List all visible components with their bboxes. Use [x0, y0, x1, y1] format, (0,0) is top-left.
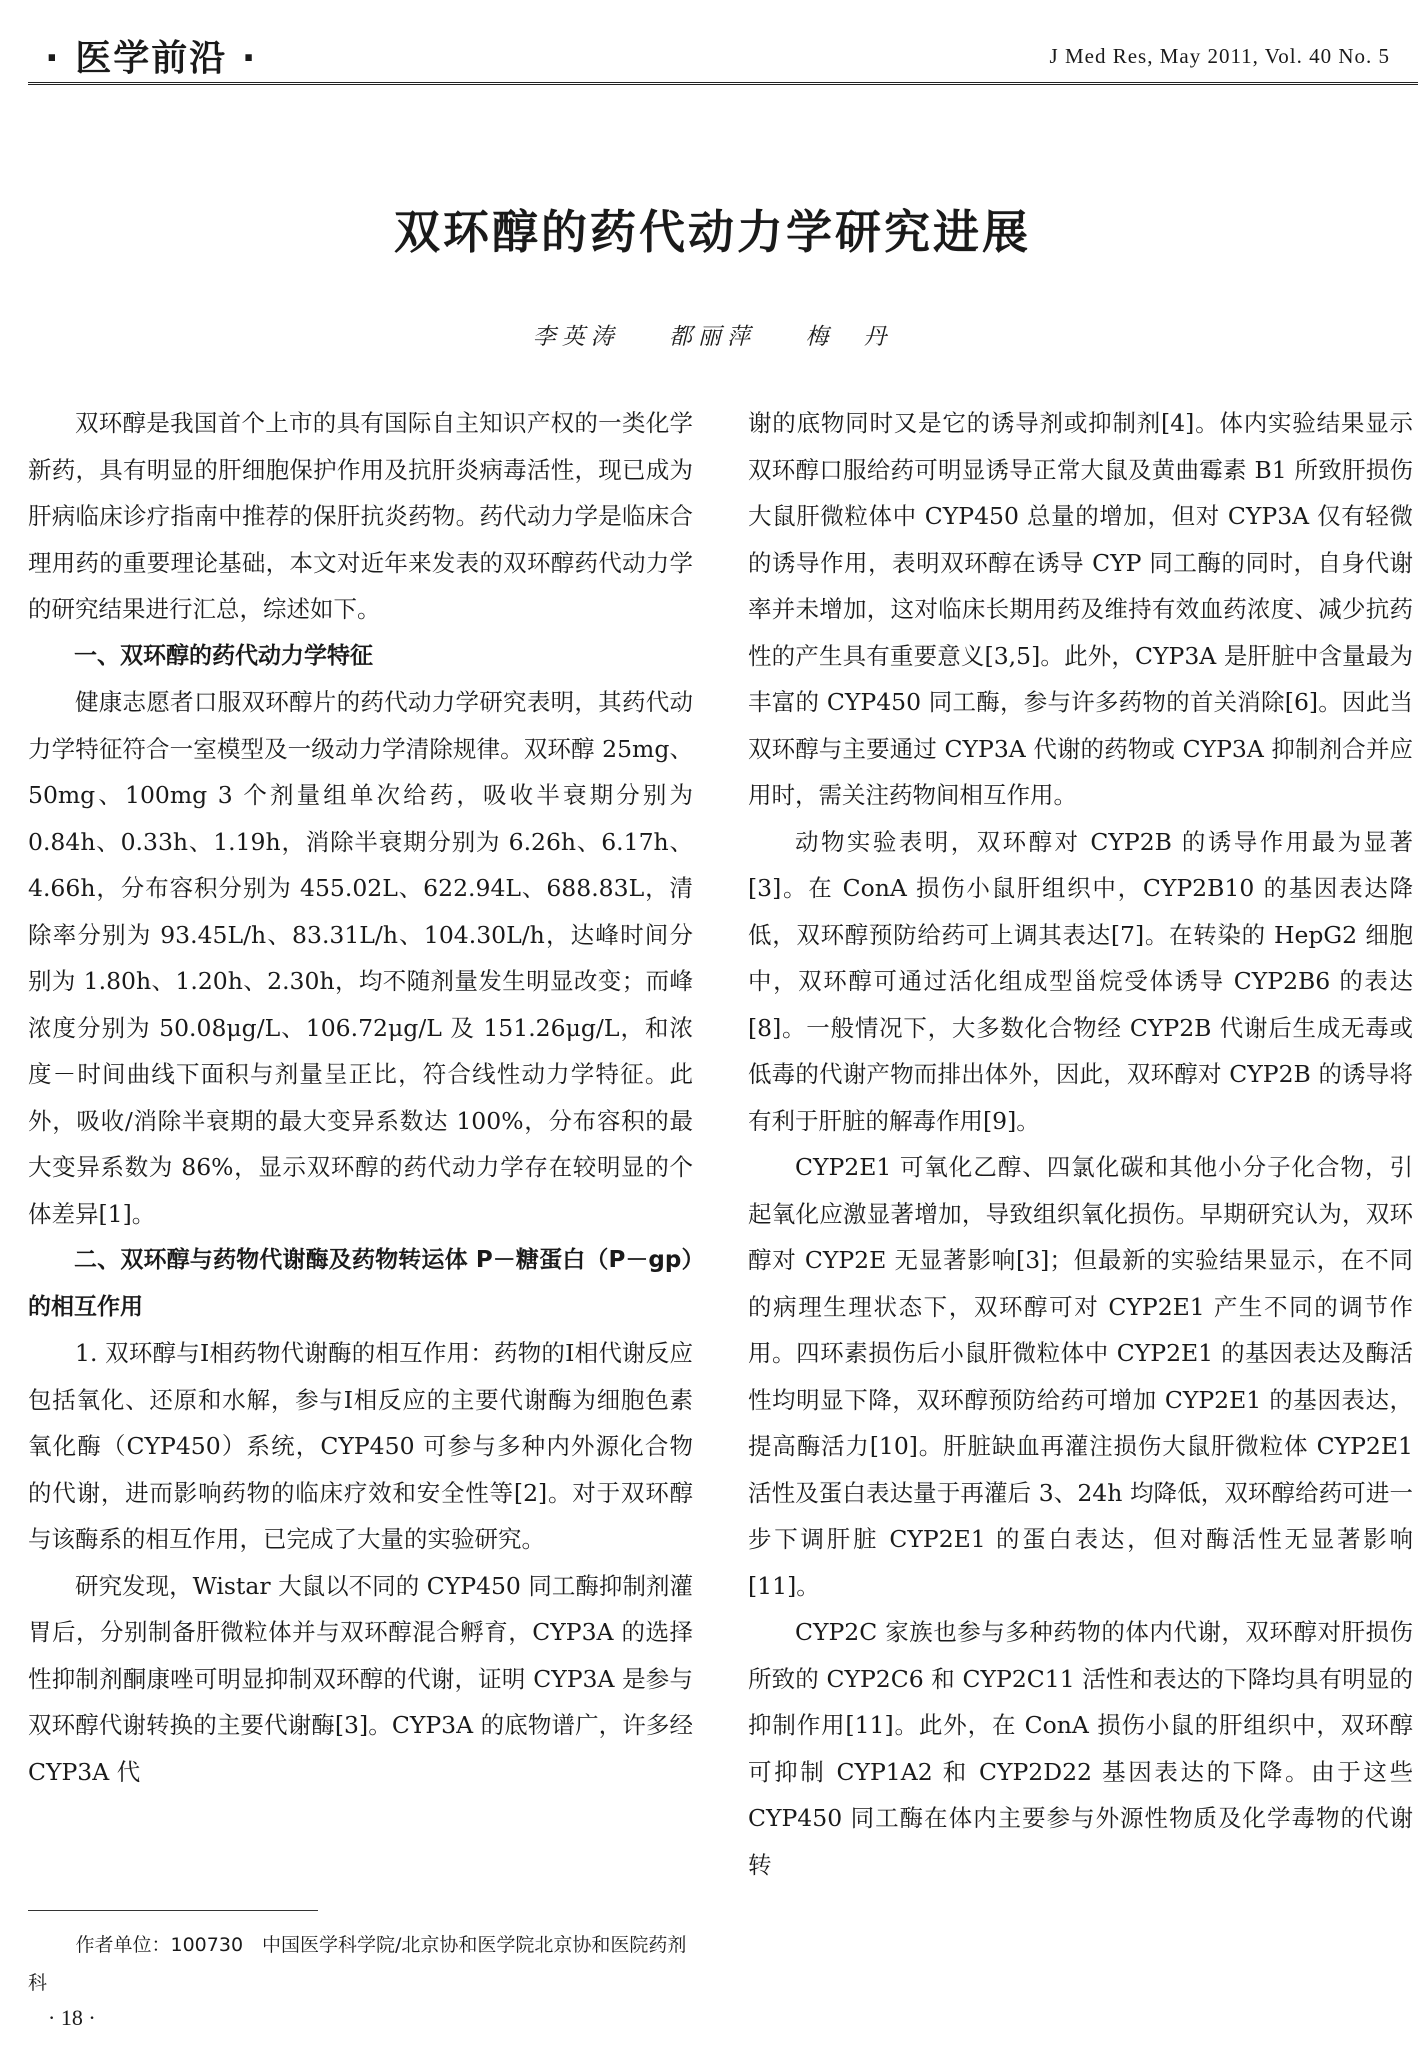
- body-paragraph: CYP2C 家族也参与多种药物的体内代谢，双环醇对肝损伤所致的 CYP2C6 和 CYP2C11 活性和表达的下降均具有明显的抑制作用[11]。此外，在 ConA 损伤小鼠的肝组织中，双环醇可抑制 CYP1A2 和 CYP2D22 基因表达的下降。由于这些 CYP450 同工酶在体内主要参与外源性物质及化学毒物的代谢转: [748, 1618, 1413, 1879]
- right-column: [748, 400, 1413, 1888]
- author-line: [0, 318, 1425, 351]
- body-paragraph: 双环醇是我国首个上市的具有国际自主知识产权的一类化学新药，具有明显的肝细胞保护作用及抗肝炎病毒活性，现已成为肝病临床诊疗指南中推荐的保肝抗炎药物。药代动力学是临床合理用药的重要理论基础，本文对近年来发表的双环醇药代动力学的研究结果进行汇总，综述如下。: [28, 409, 693, 623]
- header-rule: [28, 82, 1418, 88]
- author-name: 李英涛: [532, 324, 620, 350]
- author-name: 梅 丹: [805, 324, 893, 350]
- footnote-rule: [28, 1910, 318, 1911]
- left-column: [28, 400, 693, 1795]
- journal-citation: J Med Res, May 2011, Vol. 40 No. 5: [1049, 44, 1390, 68]
- section-tag: · 医学前沿 ·: [45, 38, 258, 79]
- body-paragraph: 1. 双环醇与Ⅰ相药物代谢酶的相互作用：药物的Ⅰ相代谢反应包括氧化、还原和水解，参与Ⅰ相反应的主要代谢酶为细胞色素氧化酶（CYP450）系统，CYP450 可参与多种内外源化合物的代谢，进而影响药物的临床疗效和安全性等[2]。对于双环醇与该酶系的相互作用，已完成了大量的实验研究。: [28, 1339, 693, 1553]
- page-number: · 18 ·: [48, 2005, 96, 2030]
- section-heading: 一、双环醇的药代动力学特征: [74, 642, 373, 669]
- body-paragraph: 健康志愿者口服双环醇片的药代动力学研究表明，其药代动力学特征符合一室模型及一级动力学清除规律。双环醇 25mg、50mg、100mg 3 个剂量组单次给药，吸收半衰期分别为 0.84h、0.33h、1.19h，消除半衰期分别为 6.26h、6.17h、4.66h，分布容积分别为 455.02L、622.94L、688.83L，清除率分别为 93.45L/h、83.31L/h、104.30L/h，达峰时间分别为 1.80h、1.20h、2.30h，均不随剂量发生明显改变；而峰浓度分别为 50.08μg/L、106.72μg/L 及 151.26μg/L，和浓度－时间曲线下面积与剂量呈正比，符合线性动力学特征。此外，吸收/消除半衰期的最大变异系数达 100%，分布容积的最大变异系数为 86%，显示双环醇的药代动力学存在较明显的个体差异[1]。: [28, 688, 693, 1228]
- body-paragraph: CYP2E1 可氧化乙醇、四氯化碳和其他小分子化合物，引起氧化应激显著增加，导致组织氧化损伤。早期研究认为，双环醇对 CYP2E 无显著影响[3]；但最新的实验结果显示，在不同的病理生理状态下，双环醇可对 CYP2E1 产生不同的调节作用。四环素损伤后小鼠肝微粒体中 CYP2E1 的基因表达及酶活性均明显下降，双环醇预防给药可增加 CYP2E1 的基因表达，提高酶活力[10]。肝脏缺血再灌注损伤大鼠肝微粒体 CYP2E1 活性及蛋白表达量于再灌后 3、24h 均降低，双环醇给药可进一步下调肝脏 CYP2E1 的蛋白表达，但对酶活性无显著影响[11]。: [748, 1153, 1413, 1600]
- running-header: [45, 30, 1390, 80]
- section-heading: 二、双环醇与药物代谢酶及药物转运体 P－糖蛋白（P－gp）的相互作用: [28, 1247, 693, 1320]
- body-paragraph: 动物实验表明，双环醇对 CYP2B 的诱导作用最为显著[3]。在 ConA 损伤小鼠肝组织中，CYP2B10 的基因表达降低，双环醇预防给药可上调其表达[7]。在转染的 HepG2 细胞中，双环醇可通过活化组成型甾烷受体诱导 CYP2B6 的表达[8]。一般情况下，大多数化合物经 CYP2B 代谢后生成无毒或低毒的代谢产物而排出体外，因此，双环醇对 CYP2B 的诱导将有利于肝脏的解毒作用[9]。: [748, 827, 1413, 1135]
- author-affiliation-footnote: 作者单位：100730 中国医学科学院/北京协和医学院北京协和医院药剂科: [28, 1934, 687, 1994]
- body-paragraph: 研究发现，Wistar 大鼠以不同的 CYP450 同工酶抑制剂灌胃后，分别制备肝微粒体并与双环醇混合孵育，CYP3A 的选择性抑制剂酮康唑可明显抑制双环醇的代谢，证明 CYP3A 是参与双环醇代谢转换的主要代谢酶[3]。CYP3A 的底物谱广，许多经 CYP3A 代: [28, 1571, 693, 1786]
- article-title: 双环醇的药代动力学研究进展: [394, 205, 1031, 259]
- author-name: 都丽萍: [669, 324, 756, 350]
- body-paragraph: 谢的底物同时又是它的诱导剂或抑制剂[4]。体内实验结果显示双环醇口服给药可明显诱导正常大鼠及黄曲霉素 B1 所致肝损伤大鼠肝微粒体中 CYP450 总量的增加，但对 CYP3A 仅有轻微的诱导作用，表明双环醇在诱导 CYP 同工酶的同时，自身代谢率并未增加，这对临床长期用药及维持有效血药浓度、减少抗药性的产生具有重要意义[3,5]。此外，CYP3A 是肝脏中含量最为丰富的 CYP450 同工酶，参与许多药物的首关消除[6]。因此当双环醇与主要通过 CYP3A 代谢的药物或 CYP3A 抑制剂合并应用时，需关注药物间相互作用。: [748, 409, 1413, 809]
